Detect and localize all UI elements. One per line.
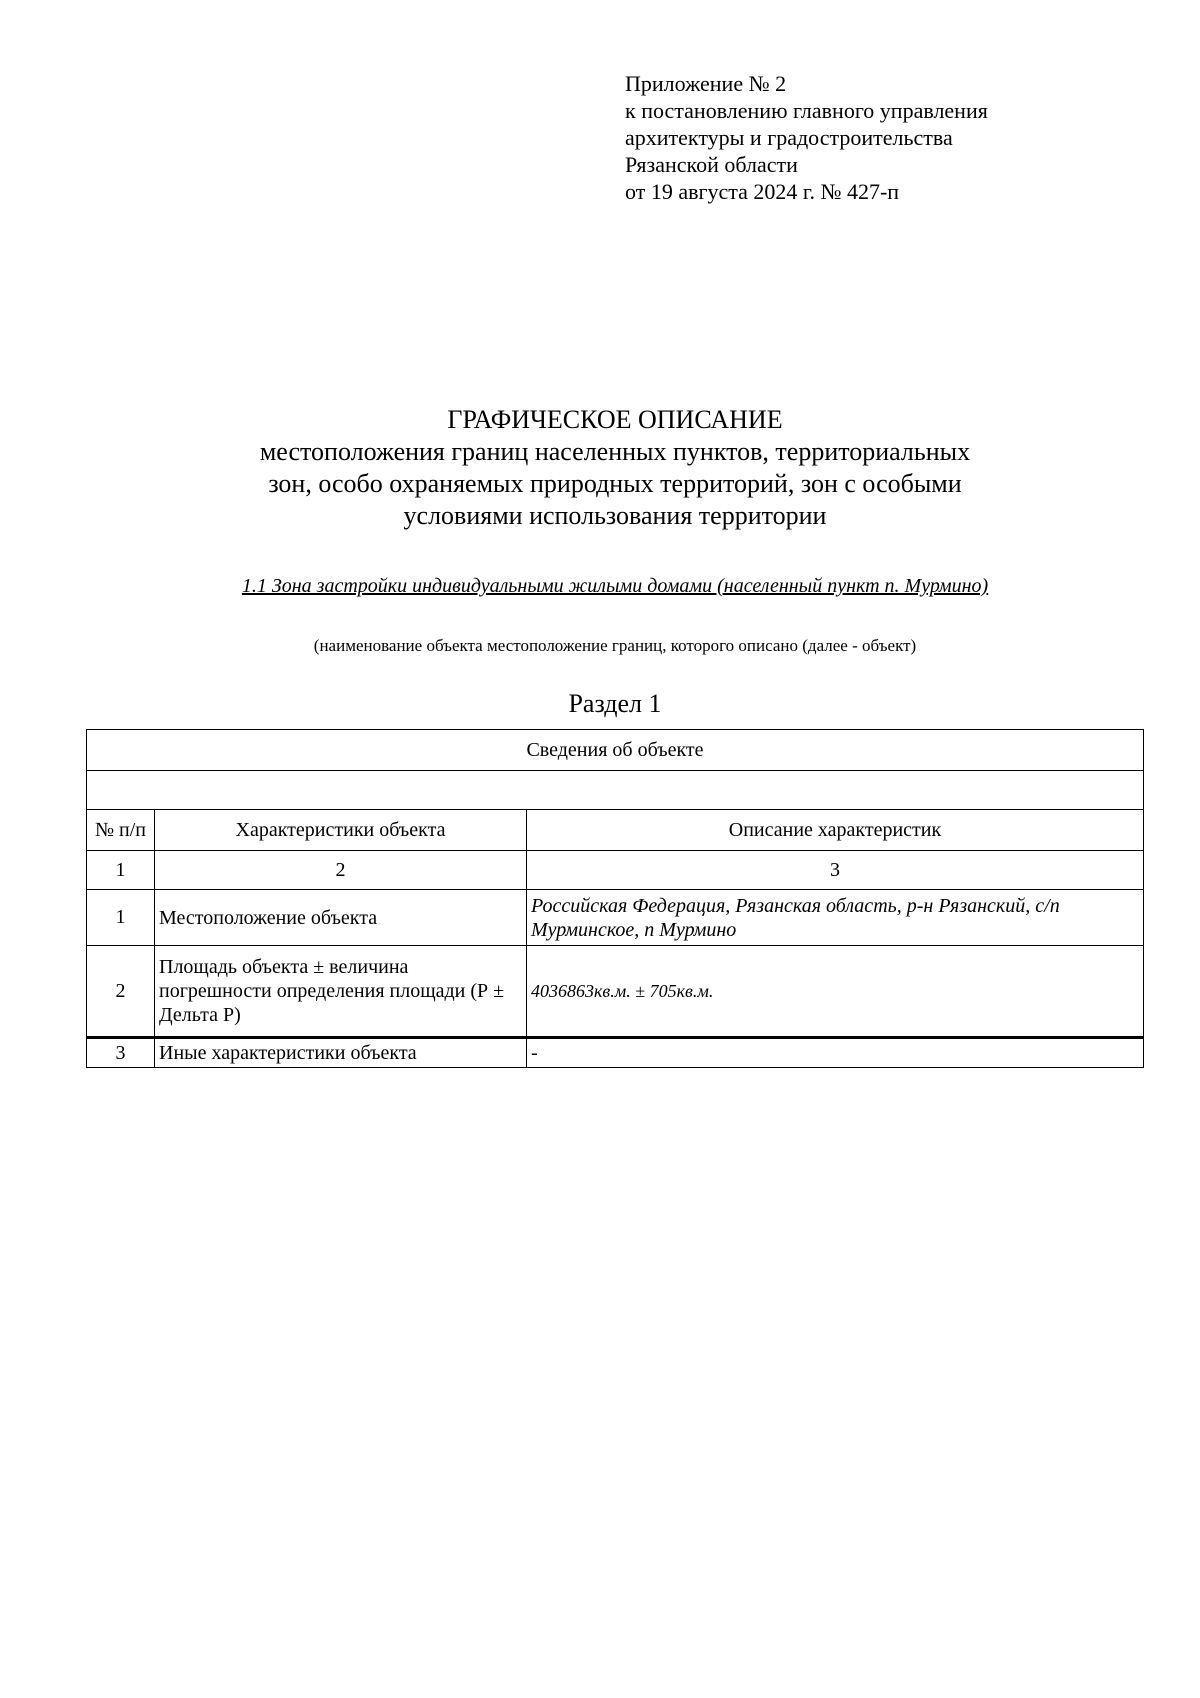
- appendix-line: к постановлению главного управления: [625, 98, 988, 123]
- table-caption: Сведения об объекте: [87, 730, 1144, 771]
- appendix-line: Рязанской области: [625, 152, 798, 177]
- object-name-note: (наименование объекта местоположение границ, которого описано (далее - объект): [313, 636, 917, 655]
- column-number-cell: 2: [155, 851, 527, 890]
- row-value-cell: 4036863кв.м. ± 705кв.м.: [527, 946, 1144, 1038]
- row-value-cell: -: [527, 1038, 1144, 1068]
- row-name-cell: Иные характеристики объекта: [155, 1038, 527, 1068]
- column-number-cell: 1: [87, 851, 155, 890]
- title-line: местоположения границ населенных пунктов, территориальных: [259, 437, 971, 466]
- row-number-cell: 3: [87, 1038, 155, 1068]
- row-value-cell: Российская Федерация, Рязанская область, р-н Рязанский, с/п Мурминское, п Мурмино: [527, 890, 1144, 946]
- appendix-block: [625, 70, 988, 205]
- header-cell-number: № п/п: [87, 810, 155, 851]
- row-number-cell: 1: [87, 890, 155, 946]
- appendix-line: Приложение № 2: [625, 71, 787, 96]
- object-info-table: [86, 729, 1144, 1068]
- table-empty-row: [87, 771, 1144, 810]
- header-cell-characteristic: Характеристики объекта: [155, 810, 527, 851]
- header-cell-description: Описание характеристик: [527, 810, 1144, 851]
- column-number-cell: 3: [527, 851, 1144, 890]
- table-row: [87, 890, 1144, 946]
- object-name: 1.1 Зона застройки индивидуальными жилыми домами (населенный пункт п. Мурмино): [241, 575, 989, 597]
- row-name-cell: Местоположение объекта: [155, 890, 527, 946]
- row-number-cell: 2: [87, 946, 155, 1038]
- title-heading: ГРАФИЧЕСКОЕ ОПИСАНИЕ: [447, 405, 783, 434]
- document-title: [0, 404, 1200, 532]
- row-name-cell: Площадь объекта ± величина погрешности определения площади (Р ± Дельта Р): [155, 946, 527, 1038]
- title-line: зон, особо охраняемых природных территорий, зон с особыми: [268, 469, 962, 498]
- table-row: [87, 946, 1144, 1038]
- appendix-line: от 19 августа 2024 г. № 427-п: [625, 179, 900, 204]
- section-title: Раздел 1: [568, 689, 662, 718]
- title-line: условиями использования территории: [403, 501, 827, 530]
- table-row: [87, 1038, 1144, 1068]
- appendix-line: архитектуры и градостроительства: [625, 125, 953, 150]
